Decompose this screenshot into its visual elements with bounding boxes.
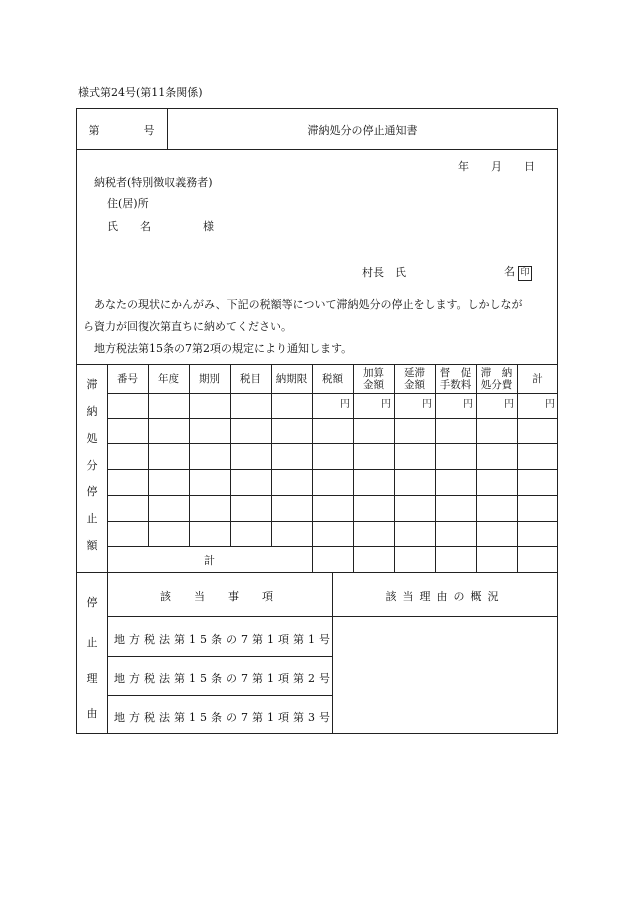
column-header: 計 bbox=[532, 373, 543, 385]
column-header: 延滞 金額 bbox=[404, 367, 425, 391]
amount-side-char: 止 bbox=[86, 512, 98, 526]
issuer-name-label: 名 bbox=[504, 265, 515, 278]
reason-side-char: 由 bbox=[86, 707, 98, 720]
column-header: 番号 bbox=[117, 373, 138, 385]
summary-header: 該当理由の概況 bbox=[385, 590, 505, 603]
column-header: 納期限 bbox=[275, 373, 308, 385]
amount-side-char: 処 bbox=[86, 431, 98, 445]
amount-side-char: 納 bbox=[86, 404, 98, 418]
number-label: 第 号 bbox=[88, 124, 155, 137]
reason-side-char: 理 bbox=[86, 672, 98, 685]
document-title: 滞納処分の停止通知書 bbox=[307, 124, 418, 137]
column-header: 年度 bbox=[158, 373, 179, 385]
yen-mark: 円 bbox=[422, 399, 432, 410]
column-header: 税目 bbox=[240, 373, 261, 385]
body-line-3: 地方税法第15条の7第2項の規定により通知します。 bbox=[83, 342, 353, 355]
table-row-line bbox=[107, 418, 558, 419]
body-line-1: あなたの現状にかんがみ、下記の税額等について滞納処分の停止をします。しかしなが bbox=[83, 298, 523, 311]
amount-side-char: 停 bbox=[86, 485, 98, 499]
total-label: 計 bbox=[204, 554, 215, 567]
yen-mark: 円 bbox=[340, 399, 350, 410]
column-header: 滞 納 処分費 bbox=[480, 367, 513, 391]
issuer-title: 村長 氏 bbox=[362, 266, 406, 279]
yen-mark: 円 bbox=[545, 399, 555, 410]
body-line-2: ら資力が回復次第直ちに納めてください。 bbox=[83, 320, 292, 333]
reason-side-char: 止 bbox=[86, 636, 98, 649]
issuer-name bbox=[504, 263, 532, 281]
table-col-line bbox=[148, 364, 149, 546]
form-label: 様式第24号(第11条関係) bbox=[78, 86, 203, 99]
column-header: 加算 金額 bbox=[363, 367, 384, 391]
table-row-line bbox=[107, 521, 558, 522]
date-line: 年 月 日 bbox=[458, 160, 535, 173]
seal-mark: 印 bbox=[518, 266, 532, 281]
amount-side-char: 分 bbox=[86, 458, 98, 472]
yen-mark: 円 bbox=[504, 399, 514, 410]
amount-side-char: 滞 bbox=[86, 378, 98, 391]
table-col-line bbox=[189, 364, 190, 546]
table-col-line bbox=[271, 364, 272, 546]
reason-item-3: 地方税法第15条の7第1項第3号 bbox=[114, 711, 334, 724]
amount-side-char: 額 bbox=[86, 539, 98, 553]
column-header: 期別 bbox=[199, 373, 220, 385]
column-header: 督 促 手数料 bbox=[439, 367, 472, 391]
name-label: 氏 名 bbox=[107, 220, 151, 233]
table-col-line bbox=[230, 364, 231, 546]
table-row-line bbox=[107, 495, 558, 496]
taxpayer-label: 納税者(特別徴収義務者) bbox=[94, 176, 213, 189]
table-row-line bbox=[107, 393, 558, 394]
table-row-line bbox=[107, 443, 558, 444]
reason-side-char: 停 bbox=[86, 596, 98, 609]
reason-item-2: 地方税法第15条の7第1項第2号 bbox=[114, 672, 334, 685]
table-row-line bbox=[107, 546, 558, 547]
address-label: 住(居)所 bbox=[107, 197, 149, 210]
reason-item-1: 地方税法第15条の7第1項第1号 bbox=[114, 633, 334, 646]
yen-mark: 円 bbox=[463, 399, 473, 410]
column-header: 税額 bbox=[322, 373, 343, 385]
yen-mark: 円 bbox=[381, 399, 391, 410]
applicable-header: 該 当 事 項 bbox=[160, 590, 279, 603]
table-row-line bbox=[107, 469, 558, 470]
honorific: 様 bbox=[203, 220, 214, 233]
